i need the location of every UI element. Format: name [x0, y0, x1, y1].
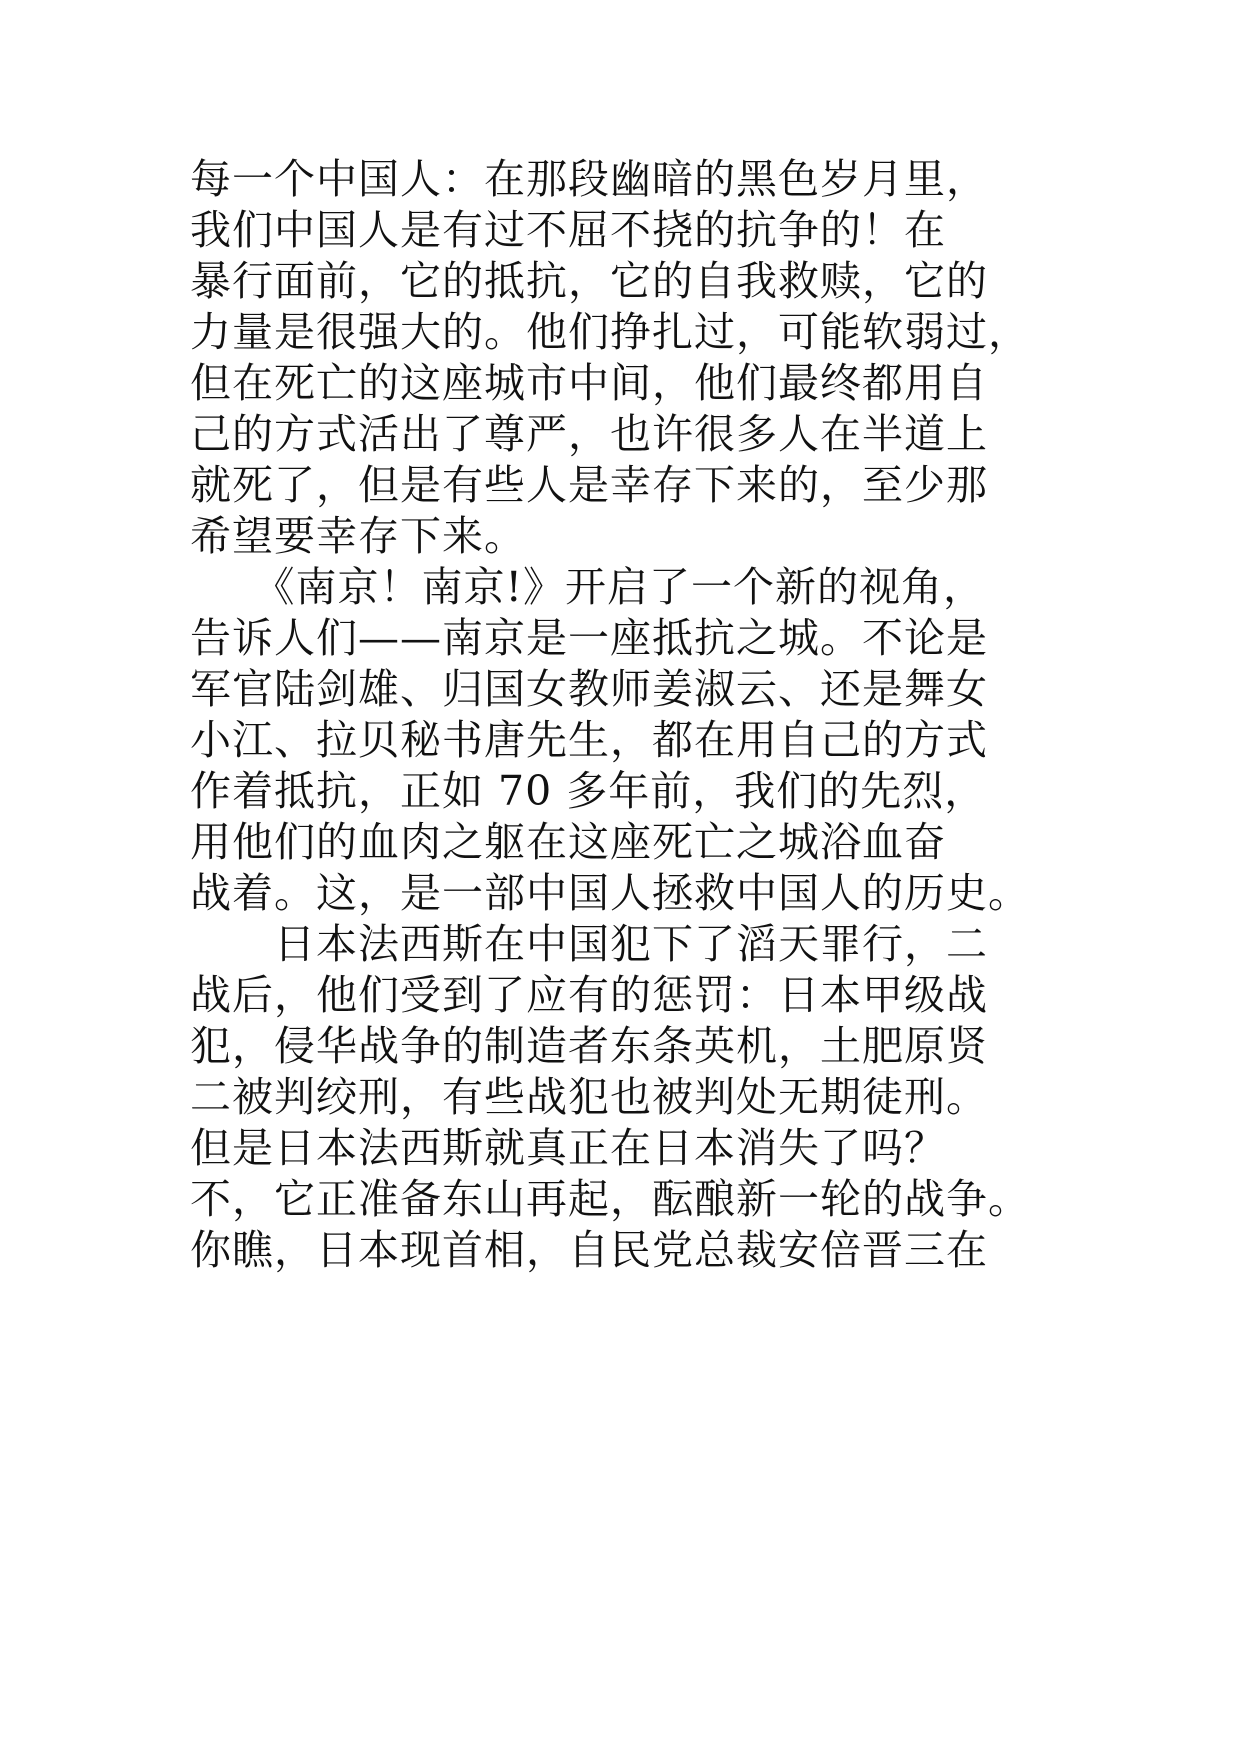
text-line: 己的方式活出了尊严，也许很多人在半道上: [190, 410, 988, 458]
text-line: 告诉人们——南京是一座抵抗之城。不论是: [190, 614, 988, 662]
text-line: 每一个中国人：在那段幽暗的黑色岁月里，: [190, 155, 988, 203]
text-line: 你瞧，日本现首相，自民党总裁安倍晋三在: [190, 1226, 988, 1274]
text-line: 但是日本法西斯就真正在日本消失了吗？: [190, 1124, 946, 1172]
text-line: 小江、拉贝秘书唐先生，都在用自己的方式: [190, 716, 988, 764]
text-line: 我们中国人是有过不屈不挠的抗争的！在: [190, 206, 946, 254]
text-line: 不，它正准备东山再起，酝酿新一轮的战争。: [190, 1175, 1030, 1223]
text-line: 暴行面前，它的抵抗，它的自我救赎，它的: [190, 257, 988, 305]
text-line: 用他们的血肉之躯在这座死亡之城浴血奋: [190, 818, 946, 866]
document-body: [190, 154, 1090, 1276]
text-line: 《南京！南京!》开启了一个新的视角，: [190, 563, 985, 611]
text-line: 希望要幸存下来。: [190, 512, 526, 560]
text-line: 日本法西斯在中国犯下了滔天罪行，二: [190, 920, 988, 968]
text-line: 作着抵抗，正如 70 多年前，我们的先烈，: [190, 767, 987, 815]
text-line: 但在死亡的这座城市中间，他们最终都用自: [190, 359, 988, 407]
text-line: 二被判绞刑，有些战犯也被判处无期徒刑。: [190, 1073, 988, 1121]
text-line: 军官陆剑雄、归国女教师姜淑云、还是舞女: [190, 665, 988, 713]
text-line: 犯，侵华战争的制造者东条英机，土肥原贤: [190, 1022, 988, 1070]
text-line: 战后，他们受到了应有的惩罚：日本甲级战: [190, 971, 988, 1019]
text-line: 战着。这，是一部中国人拯救中国人的历史。: [190, 869, 1030, 917]
text-line: 力量是很强大的。他们挣扎过，可能软弱过，: [190, 308, 1030, 356]
text-line: 就死了，但是有些人是幸存下来的，至少那: [190, 461, 988, 509]
